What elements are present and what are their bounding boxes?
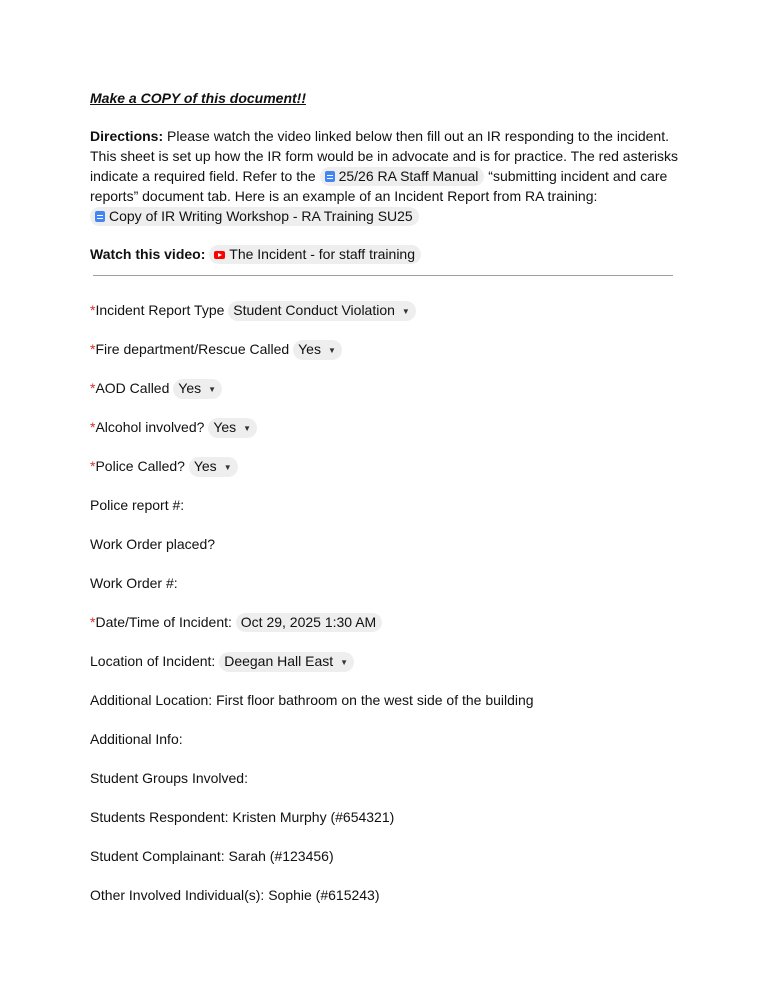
directions-text-1: Please watch the video linked below then fill out an IR responding to the incident. This sheet is set up how the IR form would be in advocate and is for practice. The red asterisks indicate a required field. Refer to the (90, 128, 679, 184)
field-label: Students Respondent: Kristen Murphy (#654321) (90, 809, 395, 825)
google-doc-icon (325, 171, 335, 182)
staff-manual-chip-label: 25/26 RA Staff Manual (338, 168, 479, 184)
staff-manual-chip[interactable] (320, 167, 485, 186)
student-complainant-field (90, 847, 680, 866)
google-doc-icon (95, 211, 105, 222)
additional-location-field (90, 691, 680, 710)
field-label: Police Called? (95, 458, 185, 474)
police-report-number-field (90, 496, 680, 515)
dropdown-value: Yes (213, 419, 237, 435)
additional-info-field (90, 730, 680, 749)
police-called-dropdown[interactable] (189, 457, 238, 477)
required-asterisk: * (90, 341, 96, 357)
field-label: Student Groups Involved: (90, 770, 248, 786)
ir-workshop-chip[interactable] (90, 207, 419, 226)
field-label: Work Order placed? (90, 536, 216, 552)
dropdown-value: Deegan Hall East (224, 653, 334, 669)
location-field (90, 652, 680, 671)
work-order-number-field (90, 574, 680, 593)
ir-workshop-chip-label: Copy of IR Writing Workshop - RA Training SU25 (109, 208, 413, 224)
field-label: Fire department/Rescue Called (95, 341, 290, 357)
student-groups-field (90, 769, 680, 788)
field-label: Other Involved Individual(s): Sophie (#615243) (90, 887, 380, 903)
directions-label: Directions: (90, 128, 164, 144)
aod-called-field (90, 379, 680, 398)
chevron-down-icon: ▼ (223, 463, 232, 472)
fire-rescue-dropdown[interactable] (293, 340, 342, 360)
document-title: Make a COPY of this document!! (90, 90, 306, 106)
horizontal-divider (93, 275, 673, 276)
field-label: Incident Report Type (95, 302, 225, 318)
incident-type-dropdown[interactable] (228, 301, 416, 321)
required-asterisk: * (90, 302, 96, 318)
police-called-field (90, 457, 680, 476)
dropdown-value: Yes (178, 380, 202, 396)
required-asterisk: * (90, 419, 96, 435)
watch-video-line (90, 244, 680, 264)
dropdown-value: Yes (193, 458, 217, 474)
chevron-down-icon: ▼ (327, 346, 336, 355)
fire-rescue-called-field (90, 340, 680, 359)
watch-video-label: Watch this video: (90, 246, 206, 262)
date-time-field (90, 613, 680, 632)
location-dropdown[interactable] (219, 652, 354, 672)
document-page (90, 88, 680, 925)
field-label: Alcohol involved? (95, 419, 205, 435)
field-label: Additional Info: (90, 731, 183, 747)
student-respondent-field (90, 808, 680, 827)
youtube-icon (214, 251, 225, 259)
required-asterisk: * (90, 380, 96, 396)
date-value: Oct 29, 2025 1:30 AM (240, 614, 377, 630)
directions-text-2: “submitting incident and care reports” document tab. Here is an example of an Incident Report from RA training: (90, 168, 668, 204)
chevron-down-icon: ▼ (340, 658, 349, 667)
work-order-placed-field (90, 535, 680, 554)
field-label: Work Order #: (90, 575, 178, 591)
required-asterisk: * (90, 614, 96, 630)
other-involved-field (90, 886, 680, 905)
chevron-down-icon: ▼ (208, 385, 217, 394)
alcohol-involved-field (90, 418, 680, 437)
field-label: Police report #: (90, 497, 185, 513)
field-label: Additional Location: First floor bathroom on the west side of the building (90, 692, 534, 708)
alcohol-involved-dropdown[interactable] (208, 418, 257, 438)
dropdown-value: Student Conduct Violation (233, 302, 395, 318)
field-label: Location of Incident: (90, 653, 216, 669)
aod-called-dropdown[interactable] (173, 379, 222, 399)
field-label: Date/Time of Incident: (95, 614, 232, 630)
incident-report-type-field (90, 301, 680, 320)
ir-form-fields (90, 301, 680, 905)
field-label: Student Complainant: Sarah (#123456) (90, 848, 334, 864)
dropdown-value: Yes (298, 341, 321, 357)
chevron-down-icon: ▼ (243, 424, 252, 433)
date-time-chip[interactable] (236, 613, 382, 632)
directions-paragraph (90, 126, 680, 226)
required-asterisk: * (90, 458, 96, 474)
chevron-down-icon: ▼ (401, 307, 410, 316)
video-chip[interactable] (209, 245, 421, 264)
field-label: AOD Called (95, 380, 170, 396)
video-chip-label: The Incident - for staff training (229, 246, 416, 262)
